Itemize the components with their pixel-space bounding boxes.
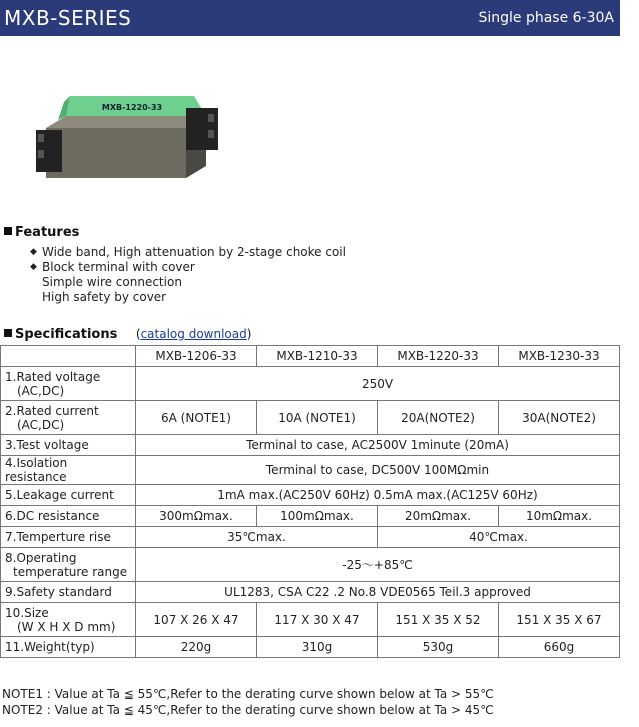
note-2: NOTE2 : Value at Ta ≦ 45℃,Refer to the derating curve shown below at Ta > 45℃ — [2, 703, 494, 717]
specifications-table — [0, 345, 620, 658]
table-cell: 40℃max. — [378, 527, 620, 548]
table-cell: 6A (NOTE1) — [136, 401, 257, 435]
diamond-bullet-icon: ◆ — [30, 262, 37, 272]
table-row — [1, 527, 620, 548]
list-item: ◆ Block terminal with cover — [30, 260, 195, 274]
model-header: MXB-1220-33 — [378, 346, 499, 367]
table-cell: 30A(NOTE2) — [499, 401, 620, 435]
table-cell: 660g — [499, 637, 620, 658]
row-label: 4.Isolation resistance — [1, 456, 136, 485]
table-row — [1, 346, 620, 367]
features-list — [28, 245, 346, 305]
table-cell: 530g — [378, 637, 499, 658]
table-cell: 151 X 35 X 52 — [378, 603, 499, 637]
table-cell: 10A (NOTE1) — [257, 401, 378, 435]
table-cell: Terminal to case, AC2500V 1minute (20mA) — [136, 435, 620, 456]
product-label-text: MXB-1220-33 — [101, 103, 163, 112]
table-row — [1, 582, 620, 603]
model-header: MXB-1210-33 — [257, 346, 378, 367]
table-row — [1, 506, 620, 527]
table-row — [1, 401, 620, 435]
note-1: NOTE1 : Value at Ta ≦ 55℃,Refer to the derating curve shown below at Ta > 55℃ — [2, 687, 494, 701]
table-cell: 250V — [136, 367, 620, 401]
square-bullet-icon — [4, 227, 12, 235]
catalog-download-link[interactable]: catalog download — [140, 327, 247, 341]
table-cell: -25〜+85℃ — [136, 548, 620, 582]
table-row — [1, 485, 620, 506]
row-label: 7.Temperture rise — [1, 527, 136, 548]
series-title: MXB-SERIES — [4, 6, 132, 30]
model-header: MXB-1230-33 — [499, 346, 620, 367]
series-subtitle: Single phase 6-30A — [478, 10, 614, 26]
table-row — [1, 637, 620, 658]
table-cell: 100mΩmax. — [257, 506, 378, 527]
features-heading: Features — [4, 225, 79, 240]
square-bullet-icon — [4, 329, 12, 337]
row-label: 11.Weight(typ) — [1, 637, 136, 658]
table-cell: 151 X 35 X 67 — [499, 603, 620, 637]
list-subitem: Simple wire connection — [42, 275, 182, 289]
notes — [2, 686, 494, 718]
product-image — [36, 78, 226, 188]
page-header — [0, 0, 620, 36]
model-header: MXB-1206-33 — [136, 346, 257, 367]
row-label: 1.Rated voltage (AC,DC) — [1, 367, 136, 401]
table-cell: 20A(NOTE2) — [378, 401, 499, 435]
table-row — [1, 603, 620, 637]
table-row — [1, 367, 620, 401]
table-cell: 35℃max. — [136, 527, 378, 548]
row-label: 10.Size (W X H X D mm) — [1, 603, 136, 637]
table-cell: 10mΩmax. — [499, 506, 620, 527]
table-cell: 300mΩmax. — [136, 506, 257, 527]
row-label: 5.Leakage current — [1, 485, 136, 506]
row-label: 6.DC resistance — [1, 506, 136, 527]
row-label: 3.Test voltage — [1, 435, 136, 456]
table-cell: 117 X 30 X 47 — [257, 603, 378, 637]
list-subitem: High safety by cover — [42, 290, 167, 304]
list-item: ◆ Wide band, High attenuation by 2-stage choke coil — [30, 245, 346, 259]
table-cell: 107 X 26 X 47 — [136, 603, 257, 637]
table-cell: 1mA max.(AC250V 60Hz) 0.5mA max.(AC125V 60Hz) — [136, 485, 620, 506]
diamond-bullet-icon: ◆ — [30, 247, 37, 257]
table-row — [1, 548, 620, 582]
table-cell: 310g — [257, 637, 378, 658]
table-cell: UL1283, CSA C22 .2 No.8 VDE0565 Teil.3 approved — [136, 582, 620, 603]
table-row — [1, 435, 620, 456]
table-cell: 220g — [136, 637, 257, 658]
row-label: 8.Operating temperature range — [1, 548, 136, 582]
row-label: 9.Safety standard — [1, 582, 136, 603]
row-label: 2.Rated current (AC,DC) — [1, 401, 136, 435]
table-row — [1, 456, 620, 485]
table-cell: Terminal to case, DC500V 100MΩmin — [136, 456, 620, 485]
table-cell: 20mΩmax. — [378, 506, 499, 527]
specifications-heading: Specifications (catalog download) — [4, 327, 251, 342]
